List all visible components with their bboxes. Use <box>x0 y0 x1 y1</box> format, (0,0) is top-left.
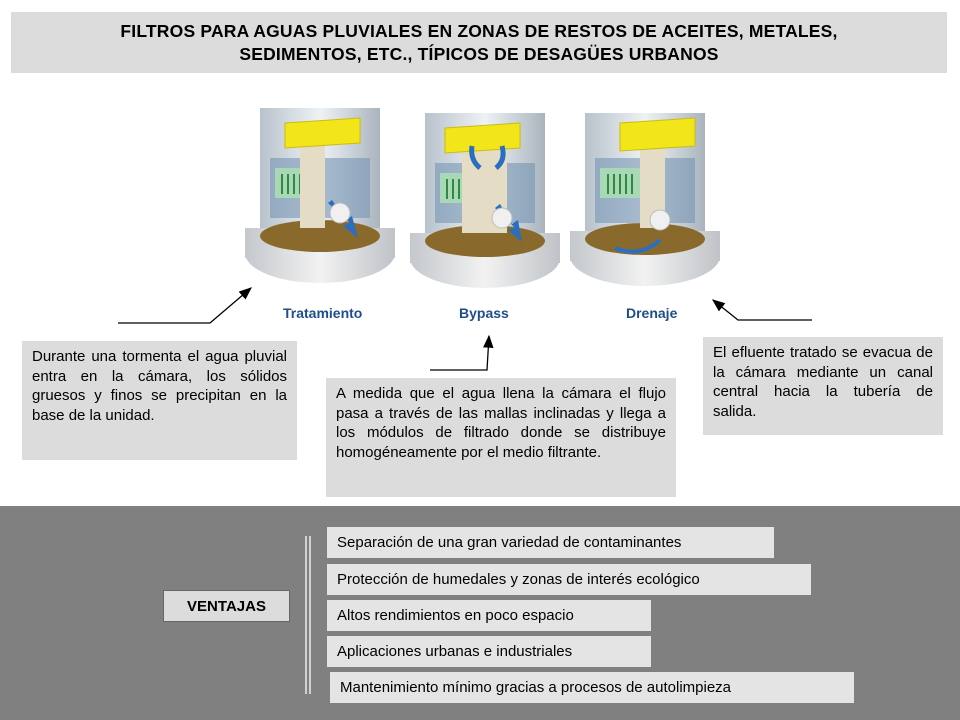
ventajas-label: VENTAJAS <box>163 590 290 622</box>
description-tratamiento: Durante una tormenta el agua pluvial entra en la cámara, los sólidos gruesos y finos se precipitan en la base de la unidad. <box>22 341 297 460</box>
ventaja-item: Altos rendimientos en poco espacio <box>327 600 651 631</box>
unit-drenaje-illustration <box>570 113 720 286</box>
unit-bypass-illustration <box>410 113 560 288</box>
page-title-text: FILTROS PARA AGUAS PLUVIALES EN ZONAS DE RESTOS DE ACEITES, METALES, SEDIMENTOS, ETC., TÍPICOS DE DESAGÜES URBANOS <box>120 20 838 64</box>
ventajas-divider <box>305 536 311 694</box>
ventaja-item: Aplicaciones urbanas e industriales <box>327 636 651 667</box>
filter-illustrations <box>240 108 720 298</box>
callout-line-left <box>118 288 251 323</box>
ventaja-item: Mantenimiento mínimo gracias a procesos de autolimpieza <box>330 672 854 703</box>
ventaja-item: Separación de una gran variedad de contaminantes <box>327 527 774 558</box>
description-drenaje: El efluente tratado se evacua de la cámara mediante un canal central hacia la tubería de salida. <box>703 337 943 435</box>
callout-line-right <box>713 300 812 320</box>
page-title <box>11 12 947 73</box>
unit-label-drenaje: Drenaje <box>626 305 678 321</box>
ventaja-item: Protección de humedales y zonas de interés ecológico <box>327 564 811 595</box>
unit-label-bypass: Bypass <box>459 305 509 321</box>
unit-tratamiento-illustration <box>245 108 395 283</box>
callout-line-center <box>430 336 489 370</box>
description-bypass: A medida que el agua llena la cámara el flujo pasa a través de las mallas inclinadas y llega a los módulos de filtrado donde se distribuye homogéneamente por el medio filtrante. <box>326 378 676 497</box>
unit-label-tratamiento: Tratamiento <box>283 305 363 321</box>
